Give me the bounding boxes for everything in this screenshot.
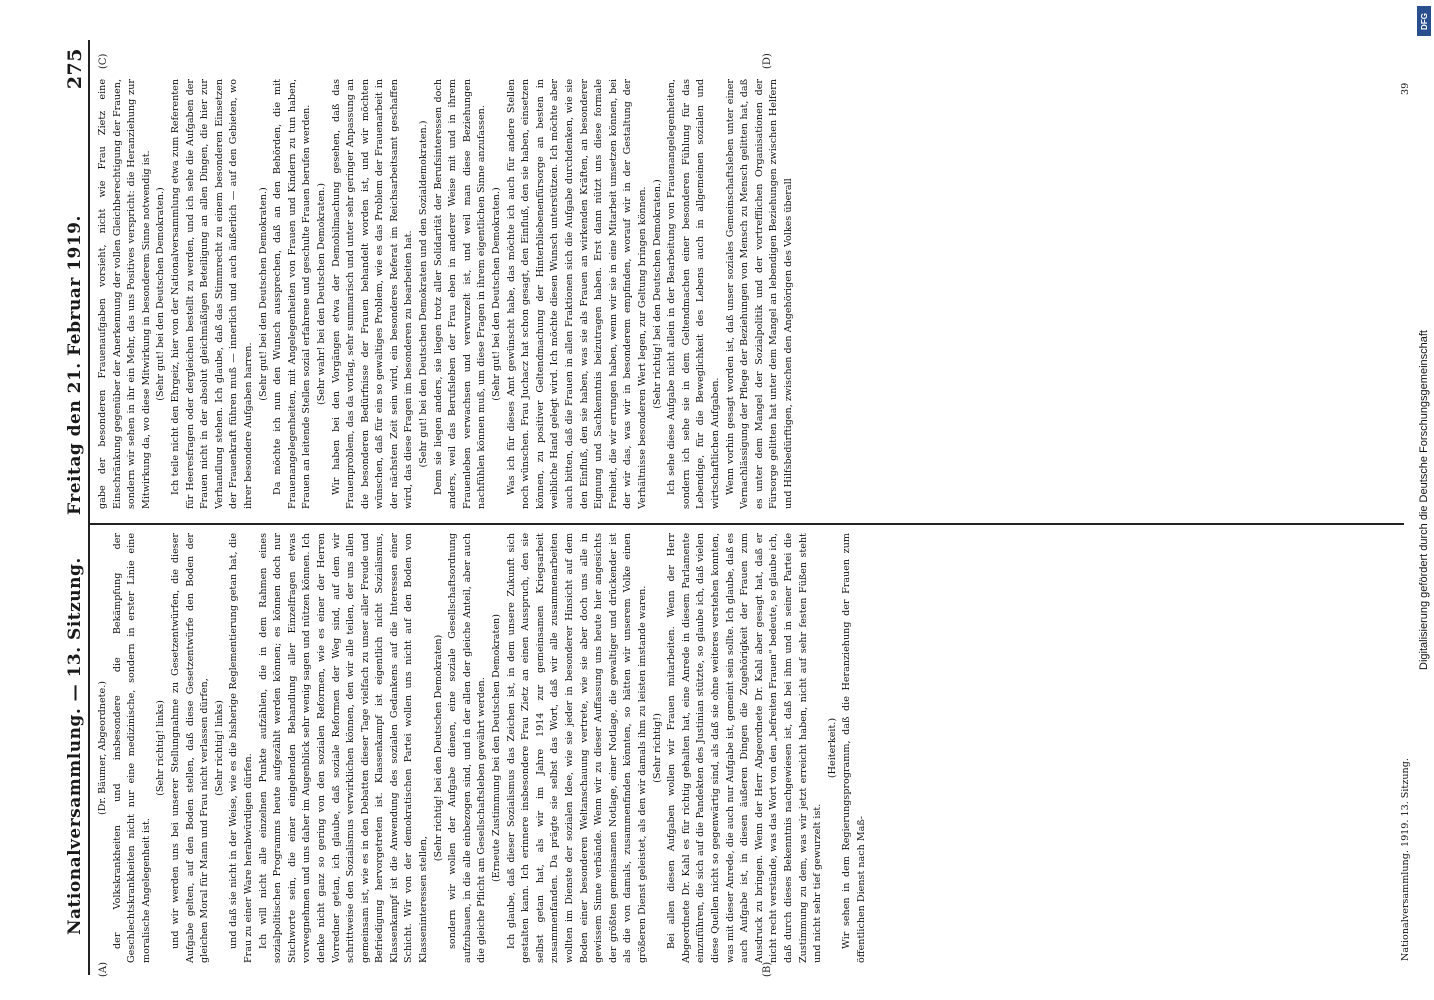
paragraph: (Sehr richtig! links) [213,700,225,796]
margin-marker-c: (C) [98,53,109,69]
paragraph: der Volkskrankheiten und insbesondere die Bekämpfung der Geschlechtskrankheiten nicht nur eine medizinische, sondern in erster Linie eine moralische Angelegenheit ist. [111,533,152,963]
paragraph: Wir sehen in dem Regierungsprogramm, daß die Heranziehung der Frauen zum öffentlichen Dienst nach Maß- [841,533,867,963]
paragraph: Ich sehe diese Aufgabe nicht allein in der Bearbeitung von Frauenangelegenheiten, sondern ich sehe sie in dem Geltendmachen einer besonderen Fühlung für das Lebendige, für die Beweglichkeit des Lebens auch in allgemeinen sozialen und wirtschaftlichen Aufgaben. [666,79,721,509]
paragraph: gabe der besonderen Frauenaufgaben vorsieht, nicht wie Frau Zietz eine Einschränkung gegenüber der Anerkennung der vollen Gleichberechtigung der Frauen, sondern wir sehen in ihr ein Mehr, das uns Positives verspricht: die Heranziehung zur Mitwirkung da, wo diese Mitwirkung in besonderem Sinne notwendig ist. [97,79,152,509]
dfg-logo-text: DFG [1419,12,1429,30]
digitization-sidebar [1414,0,1434,1000]
paragraph: sondern wir wollen der Aufgabe dienen, eine soziale Gesellschaftsordnung aufzubauen, in die alle einbezogen sind, und in der allen der gleiche Anteil, aber auch die gleiche Pflicht am Gesellschaftsleben gewährt werden. [447,533,488,963]
margin-marker-b: (B) [762,961,773,977]
header-left-title: Nationalversammlung. — 13. Sitzung. [65,557,85,935]
paragraph: (Sehr richtig!) [651,713,663,783]
right-text-column [96,79,1404,509]
paragraph: Ich will nicht alle einzelnen Punkte aufzählen, die in dem Rahmen eines sozialpolitischen Programms heute aufgezählt werden können; es können doch nur Stichworte sein, die einer eingehenden Behandlung aller Einzelfragen etwas vorwegnehmen und uns daher im Augenblick sehr wenig sagen und nützen können. Ich denke nicht ganz so gering von den sozialen Reformen, wie es einer der Herren Vorredner getan, ich glaube, daß soziale Reformen der Weg sind, auf dem wir schrittweise den Sozialismus verwirklichen können, den wir alle teilen, der uns allen gemeinsam ist, wie es in den Debatten dieser Tage vielfach zu unser aller Freude und Befriedigung hervorgetreten ist. Klassenkampf ist eigentlich nicht Sozialismus, Klassenkampf ist die Anwendung des sozialen Gedankens auf die Interessen einer Schicht. Wir von der demokratischen Partei wollen uns nicht auf den Boden von Klasseninteressen stellen, [257,533,430,963]
paragraph: (Sehr gut! bei den Deutschen Demokraten.) [257,187,269,401]
margin-marker-d: (D) [762,53,773,69]
margin-marker-a: (A) [98,961,109,977]
paragraph: Ich glaube, daß dieser Sozialismus das Zeichen ist, in dem unsere Zukunft sich gestalten kann. Ich erinnere insbesondere Frau Zietz an einen Ausspruch, den sie selbst getan hat, als wir im Jahre 1914 zur gemeinsamen Kriegsarbeit zusammenfanden. Da prägte sie selbst das Wort, daß wir alle zusammenarbeiten wollten im Dienste der sozialen Idee, wie sie jeder in besonderer Hinsicht auf dem Boden einer besonderen Weltanschauung vertrete, wie sie aber doch uns alle in gewissem Sinne verbände. Wenn wir zu dieser Auffassung uns heute hier angesichts der größten gemeinsamen Notlage, einer Notlage, die gewaltiger und drückender ist als die von damals, zusammenfinden könnten, so hätten wir unserem Volke einen größeren Dienst geleistet, als den wir damals ihm zu leisten imstande waren. [505,533,648,963]
rotated-page-content [62,40,1412,975]
paragraph: und daß sie nicht in der Weise, wie es die bisherige Reglementierung getan hat, die Frau zu einer Ware herabwürdigen dürfen. [228,533,254,963]
paragraph: (Sehr richtig! bei den Deutschen Demokraten) [432,634,444,862]
paragraph: (Sehr gut! bei den Deutschen Demokraten und den Sozialdemokraten.) [418,120,430,468]
paragraph: (Sehr gut! bei den Deutschen Demokraten.) [491,187,503,401]
page-number: 275 [64,48,86,90]
dfg-logo [1417,6,1431,36]
paragraph: Wir haben bei den Vorgängen etwa der Demobilmachung gesehen, daß das Frauenproblem, das da vorlag, sehr summarisch und unter sehr geringer Anpassung an die besonderen Bedürfnisse der Frauen behandelt worden ist, und wir möchten wünschen, daß für ein so gewaltiges Problem, wie es das Problem der Frauenarbeit in der nächsten Zeit sein wird, ein besonderes Referat im Reichsarbeitsamt geschaffen wird, das diese Fragen im besonderen zu bearbeiten hat. [330,79,415,509]
paragraph: (Dr. Bäumer, Abgeordnete.) [97,681,108,815]
page-header [62,40,90,975]
digitization-credit: Digitalisierung gefördert durch die Deutsche Forschungsgemeinschaft [1418,330,1430,670]
paragraph: Was ich für dieses Amt gewünscht habe, das möchte ich auch für andere Stellen noch wünschen. Frau Juchacz hat schon gesagt, den Einfluß, den sie haben, einsetzen können, zu positiver Geltendmachung der Hinterbliebenenfürsorge an besten in weibliche Hand gelegt wird. Ich möchte diesen Wunsch unterstützen. Ich möchte aber auch bitten, daß die Frauen in allen Fraktionen sich die Aufgabe durchdenken, wie sie den Einfluß, den sie haben, was sie als Frauen an wirkenden Kräften, an besonderer Eignung und Sachkenntnis beizutragen haben. Erst dann nützt uns diese formale Freiheit, die wir errungen haben, wenn wir sie in eine Mitarbeit umsetzen können, bei der wir das, was wir in besonderem empfinden, worauf wir in der Gestaltung der Verhältnisse besonderen Wert legen, zur Geltung bringen können. [505,79,648,509]
paragraph: Bei allen diesen Aufgaben wollen wir Frauen mitarbeiten. Wenn der Herr Abgeordnete Dr. Kahl es für richtig gehalten hat, eine Anrede in diesem Parlamente einzuführen, die sich auf die Pandekten des Justinian stützte, so glaube ich, daß vielen diese Quellen nicht so gegenwärtig sind, als daß sie ohne weiteres verstehen konnten, was mit dieser Anrede, die auch nur Aufgabe ist, gemeint sein sollte. Ich glaube, daß es auch Aufgabe ist, in diesen äußeren Dingen die Zugehörigkeit der Frauen zum Ausdruck zu bringen. Wenn der Herr Abgeordnete Dr. Kahl aber gesagt hat, daß er nicht recht verstände, was das Wort von den „befreiten Frauen" bedeute, so glaube ich, daß durch dieses Bekenntnis nachgewiesen ist, daß bei ihm und in seiner Partei die Zustimmung zu dem, was wir jetzt erreicht haben, nicht auf sehr festen Füßen steht und nicht sehr tief gewurzelt ist. [666,533,824,963]
paragraph: (Sehr richtig! bei den Deutschen Demokraten.) [651,179,663,409]
paragraph: (Sehr gut! bei den Deutschen Demokraten.) [155,187,167,401]
paragraph: (Erneute Zustimmung bei den Deutschen Demokraten) [491,614,503,882]
paragraph: (Sehr richtig! links) [155,700,167,796]
paragraph: und wir werden uns bei unserer Stellungnahme zu Gesetzentwürfen, die dieser Aufgabe gelten, auf den Boden stellen, daß diese Gesetzentwürfe den Boden der gleichen Moral für Mann und Frau nicht verlassen dürfen, [169,533,211,963]
paragraph: (Sehr wahr! bei den Deutschen Demokraten.) [315,182,327,406]
paragraph: Denn sie liegen anders, sie liegen trotz aller Solidarität der Berufsinteressen doch anders, weil das Berufsleben der Frau eben in anderer Weise mit und in ihrem Frauenleben verwachsen und verwurzelt ist, und weil man diese Beziehungen nachfühlen können muß, um diese Fragen in ihrem eigentlichen Sinne anzufassen. [432,79,488,509]
header-right-title: Freitag den 21. Februar 1919. [65,215,85,515]
paragraph: Ich teile nicht den Ehrgeiz, hier von der Nationalversammlung etwa zum Referenten für Heeresfragen oder dergleichen bestellt zu werden, und ich sehe die Aufgaben der Frauen nicht in der absolut gleichmäßigen Beteiligung an allen Dingen, die hier zur Verhandlung stehen. Ich glaube, daß das Stimmrecht zu einem besonderen Einsetzen der Frauenkraft führen muß — innerlich und auch äußerlich — auf den Gebieten, wo ihrer besondere Aufgaben harren. [169,79,254,509]
left-text-column [96,533,1404,963]
paragraph: Wenn vorhin gesagt worden ist, daß unser soziales Gemeinschaftsleben unter einer Vernachlässigung der Pflege der Beziehungen von Mensch zu Mensch gelitten hat, daß es unter dem Mangel der Sozialpolitik und der vortrefflichen Organisationen der Fürsorge gelitten hat unter dem Mangel an lebendigen Beziehungen zwischen Helfern und Hilfsbedürftigen, zwischen den Angehörigen des Volkes überall [724,79,794,509]
paragraph: (Heiterkeit.) [826,717,838,779]
footer-note: Nationalversammlung. 1919. 13. Sitzung. [1400,758,1411,961]
paragraph: Da möchte ich nun den Wunsch aussprechen, daß an den Behörden, die mit Frauenangelegenheiten, mit Angelegenheiten von Frauen und Kindern zu tun haben, Frauen an leitende Stellen sozial erfahrene und geschulte Frauen berufen werden. [272,79,313,509]
column-divider [88,523,1404,525]
footer-sheet-number: 39 [1400,82,1411,95]
